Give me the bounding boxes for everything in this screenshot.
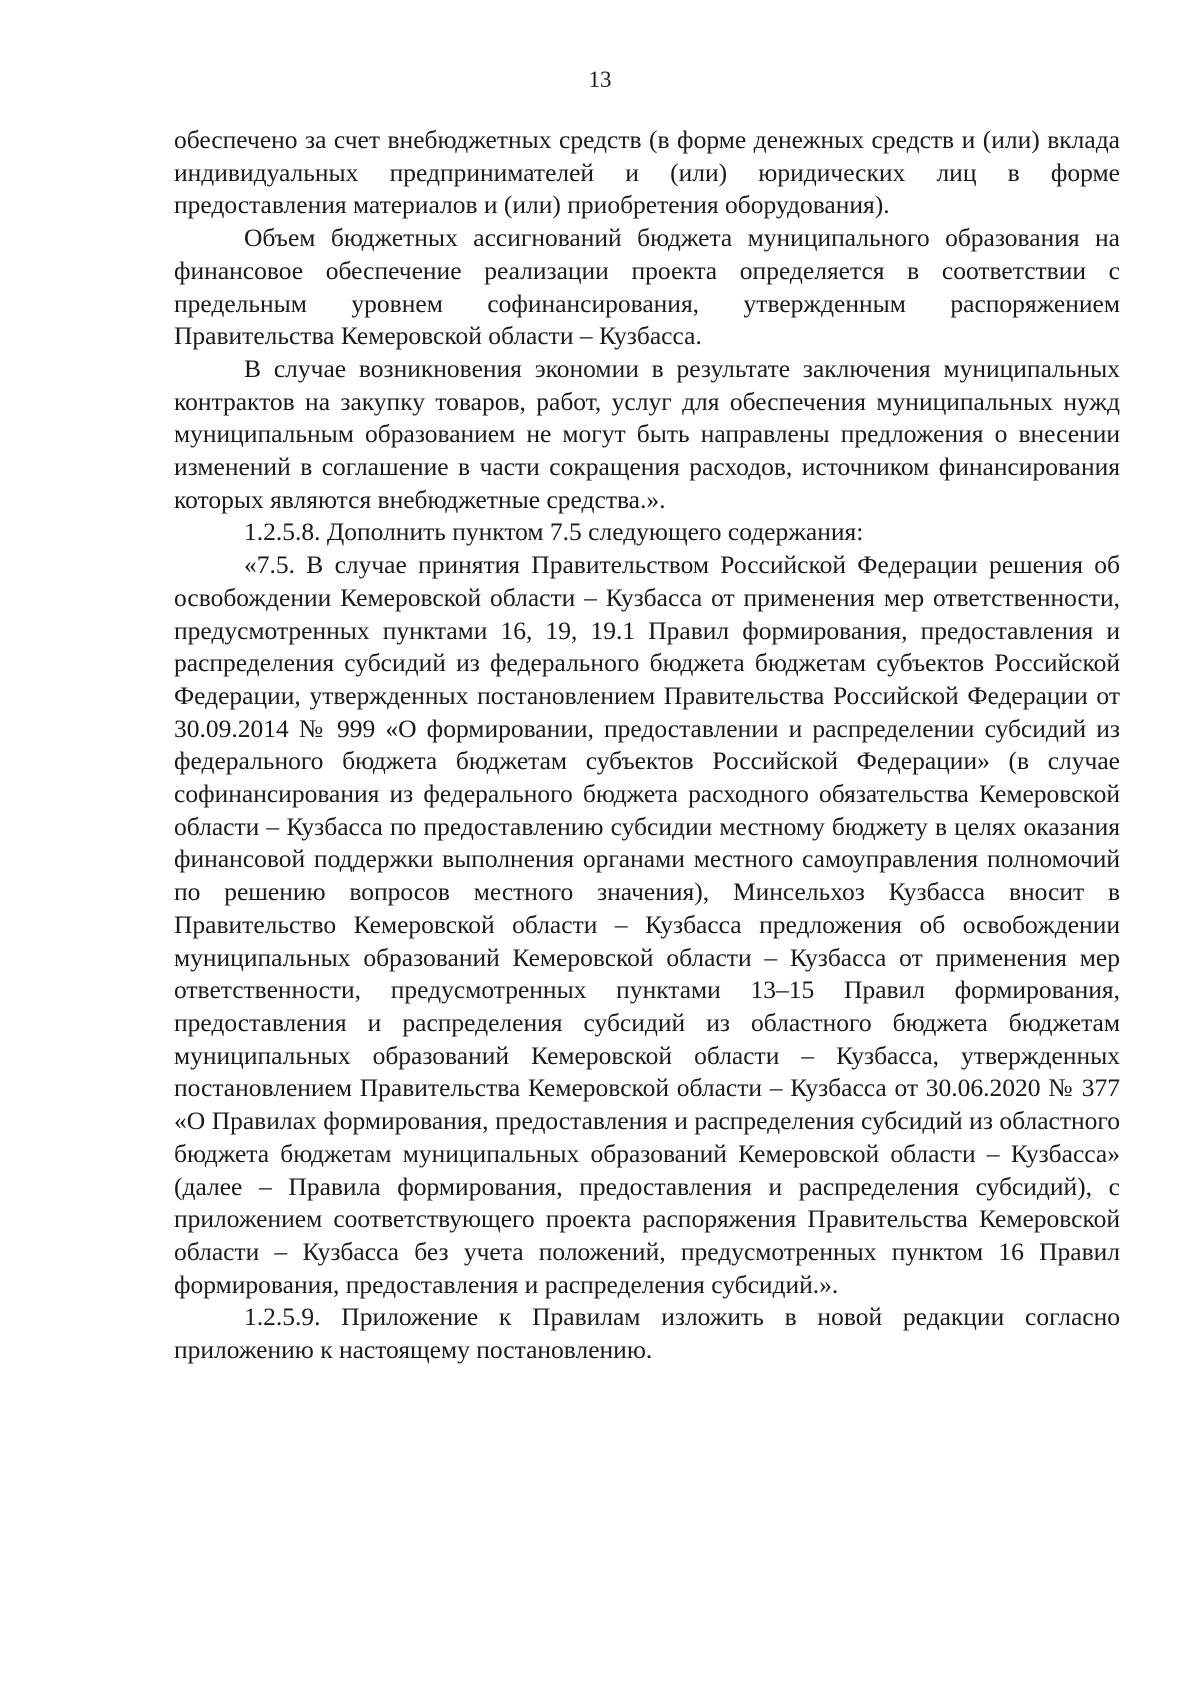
paragraph-budget-allocation: Объем бюджетных ассигнований бюджета муниципального образования на финансовое обеспечение реализации проекта определяется в соответствии с предельным уровнем софинансирования, утвержденным распоряжением Правительства Кемеровской области – Кузбасса. [174, 223, 1120, 351]
paragraph-clause-1-2-5-8: 1.2.5.8. Дополнить пунктом 7.5 следующего содержания: [244, 517, 864, 547]
paragraph-clause-7-5: «7.5. В случае принятия Правительством Российской Федерации решения об освобождении Кемеровской области – Кузбасса от применения мер ответственности, предусмотренных пунктами 16, 19, 19.1 Правил формирования, предоставления и распределения субсидий из федерального бюджета бюджетам субъектов Российской Федерации, утвержденных постановлением Правительства Российской Федерации от 30.09.2014 № 999 «О формировании, предоставлении и распределении субсидий из федерального бюджета бюджетам субъектов Российской Федерации» (в случае софинансирования из федерального бюджета расходного обязательства Кемеровской области – Кузбасса по предоставлению субсидии местному бюджету в целях оказания финансовой поддержки выполнения органами местного самоуправления полномочий по решению вопросов местного значения), Минсельхоз Кузбасса вносит в Правительство Кемеровской области – Кузбасса предложения об освобождении муниципальных образований Кемеровской области – Кузбасса от применения мер ответственности, предусмотренных пунктами 13–15 Правил формирования, предоставления и распределения субсидий из областного бюджета бюджетам муниципальных образований Кемеровской области – Кузбасса, утвержденных постановлением Правительства Кемеровской области – Кузбасса от 30.06.2020 № 377 «О Правилах формирования, предоставления и распределения субсидий из областного бюджета бюджетам муниципальных образований Кемеровской области – Кузбасса» (далее – Правила формирования, предоставления и распределения субсидий), с приложением соответствующего проекта распоряжения Правительства Кемеровской области – Кузбасса без учета положений, предусмотренных пунктом 16 Правил формирования, предоставления и распределения субсидий.». [174, 550, 1120, 1299]
paragraph-continuation: обеспечено за счет внебюджетных средств (в форме денежных средств и (или) вклада индивидуальных предпринимателей и (или) юридических лиц в форме предоставления материалов и (или) приобретения оборудования). [174, 125, 1120, 220]
paragraph-clause-1-2-5-9: 1.2.5.9. Приложение к Правилам изложить в новой редакции согласно приложению к настоящему постановлению. [174, 1302, 1120, 1365]
paragraph-savings: В случае возникновения экономии в результате заключения муниципальных контрактов на закупку товаров, работ, услуг для обеспечения муниципальных нужд муниципальным образованием не могут быть направлены предложения о внесении изменений в соглашение в части сокращения расходов, источником финансирования которых являются внебюджетные средства.». [174, 353, 1120, 514]
document-body [174, 124, 1120, 1367]
page-number: 13 [588, 67, 612, 92]
